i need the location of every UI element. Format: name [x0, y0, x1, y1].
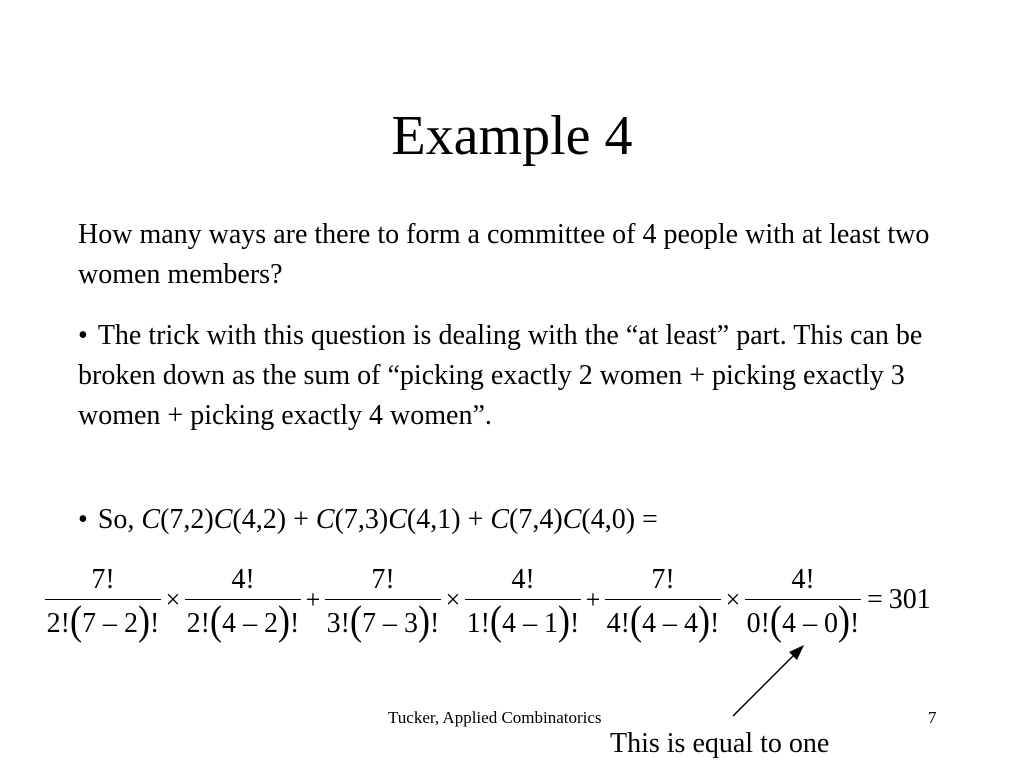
bullet-explanation-text: The trick with this question is dealing with the “at least” part. This can be broken down as the sum of “picking exactly 2 women + picking exactly 3 women + picking exactly 4 women”.	[78, 320, 923, 431]
denominator-difference: 7 – 2	[82, 607, 138, 639]
right-paren: )	[838, 596, 850, 643]
denominator-bang: !	[150, 607, 160, 639]
combination-symbol: C	[388, 504, 407, 535]
plus-sign: +	[460, 504, 491, 535]
left-paren: (	[630, 596, 642, 643]
times-sign: ×	[165, 585, 181, 614]
bullet-dot: •	[78, 320, 88, 351]
plus-sign: +	[286, 504, 316, 535]
bullet-sum	[78, 500, 948, 540]
denominator-difference: 7 – 3	[362, 607, 418, 639]
denominator-bang: !	[430, 607, 440, 639]
fraction	[745, 561, 861, 643]
fraction	[185, 561, 301, 643]
denominator-factorial: 3!	[326, 607, 350, 639]
equation-result: 301	[888, 584, 931, 615]
plus-sign: +	[585, 585, 601, 614]
plus-sign: +	[305, 585, 321, 614]
fraction-denominator	[323, 596, 444, 643]
fraction-numerator: 7!	[371, 563, 395, 595]
sum-prefix: So,	[97, 504, 142, 535]
right-paren: )	[698, 596, 710, 643]
denominator-factorial: 4!	[606, 607, 630, 639]
slide-title: Example 4	[391, 105, 633, 167]
fraction-numerator: 4!	[231, 563, 255, 595]
denominator-factorial: 0!	[746, 607, 770, 639]
fraction-numerator: 7!	[91, 563, 115, 595]
left-paren: (	[70, 596, 82, 643]
combination-args: (4,0)	[581, 504, 636, 535]
left-paren: (	[770, 596, 782, 643]
times-sign: ×	[445, 585, 461, 614]
denominator-bang: !	[570, 607, 580, 639]
denominator-bang: !	[850, 607, 860, 639]
right-paren: )	[278, 596, 290, 643]
fraction-denominator	[43, 596, 164, 643]
right-paren: )	[138, 596, 150, 643]
left-paren: (	[350, 596, 362, 643]
fraction	[605, 561, 721, 643]
left-paren: (	[210, 596, 222, 643]
footer-source: Tucker, Applied Combinatorics	[388, 708, 602, 727]
bullet-dot: •	[78, 504, 88, 535]
combination-args: (4,1)	[406, 504, 461, 535]
combination-symbol: C	[141, 504, 161, 535]
denominator-difference: 4 – 4	[642, 607, 698, 639]
fraction	[325, 561, 441, 643]
fraction	[465, 561, 581, 643]
equals-sign: =	[635, 504, 658, 535]
denominator-factorial: 2!	[46, 607, 70, 639]
combination-symbol: C	[213, 504, 233, 535]
combination-args: (4,2)	[232, 504, 287, 535]
fraction-denominator	[463, 596, 584, 643]
fraction	[45, 561, 161, 643]
right-paren: )	[418, 596, 430, 643]
fraction-numerator: 4!	[511, 563, 535, 595]
factorial-equation	[45, 555, 931, 645]
right-paren: )	[558, 596, 570, 643]
denominator-difference: 4 – 2	[222, 607, 278, 639]
bullet-explanation	[78, 316, 948, 436]
denominator-bang: !	[290, 607, 300, 639]
combination-symbol: C	[315, 504, 335, 535]
fraction-numerator: 7!	[651, 563, 675, 595]
combination-args: (7,2)	[160, 504, 214, 535]
denominator-difference: 4 – 0	[782, 607, 838, 639]
combination-symbol: C	[562, 504, 582, 535]
fraction-numerator: 4!	[791, 563, 815, 595]
times-sign: ×	[725, 585, 741, 614]
page-number: 7	[928, 708, 937, 727]
annotation-text: This is equal to one	[610, 728, 830, 759]
equals-sign: =	[867, 584, 883, 615]
fraction-denominator	[743, 596, 864, 643]
denominator-difference: 4 – 1	[502, 607, 558, 639]
question-text: How many ways are there to form a committee of 4 people with at least two women members?	[78, 219, 930, 290]
combination-symbol: C	[490, 504, 510, 535]
denominator-factorial: 2!	[186, 607, 210, 639]
combination-args: (7,4)	[509, 504, 563, 535]
fraction-denominator	[603, 596, 724, 643]
combination-args: (7,3)	[334, 504, 389, 535]
denominator-factorial: 1!	[466, 607, 490, 639]
left-paren: (	[490, 596, 502, 643]
denominator-bang: !	[710, 607, 720, 639]
fraction-denominator	[183, 596, 304, 643]
